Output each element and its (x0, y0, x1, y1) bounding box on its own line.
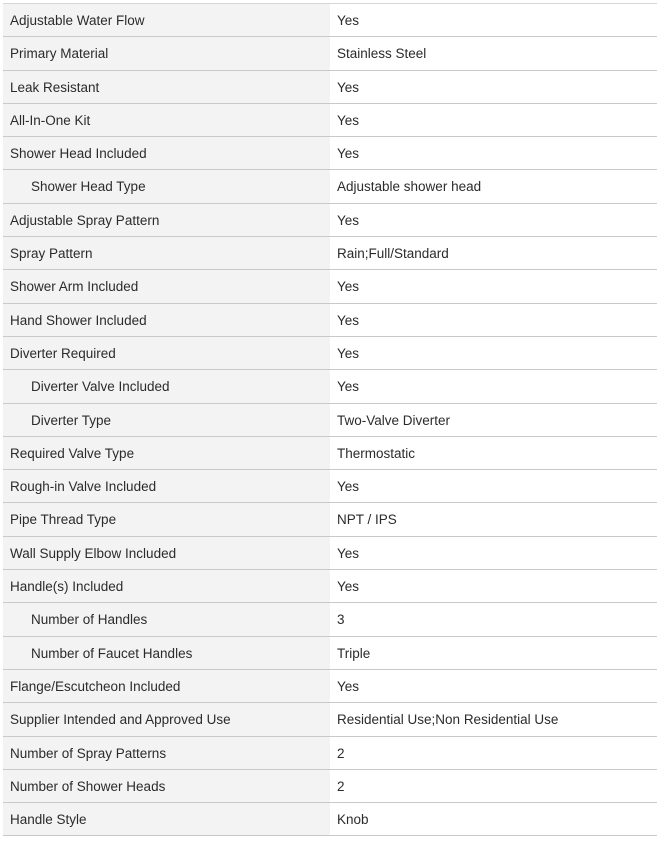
spec-value: 2 (330, 770, 657, 802)
spec-row (3, 803, 657, 836)
spec-label: Shower Arm Included (3, 270, 330, 302)
spec-label: All-In-One Kit (3, 104, 330, 136)
spec-row (3, 237, 657, 270)
spec-row (3, 637, 657, 670)
spec-value: 3 (330, 603, 657, 635)
spec-label: Diverter Valve Included (3, 370, 330, 402)
spec-value: Yes (330, 337, 657, 369)
specifications-table (3, 3, 657, 836)
spec-value: Yes (330, 4, 657, 36)
spec-row (3, 503, 657, 536)
spec-value: Yes (330, 104, 657, 136)
spec-row (3, 603, 657, 636)
spec-row (3, 4, 657, 37)
spec-label: Adjustable Spray Pattern (3, 204, 330, 236)
spec-row (3, 770, 657, 803)
spec-row (3, 737, 657, 770)
spec-value: Yes (330, 204, 657, 236)
spec-row (3, 337, 657, 370)
spec-value: Yes (330, 370, 657, 402)
spec-row (3, 170, 657, 203)
spec-value: Yes (330, 570, 657, 602)
spec-label: Number of Handles (3, 603, 330, 635)
spec-row (3, 537, 657, 570)
spec-value: Rain;Full/Standard (330, 237, 657, 269)
spec-row (3, 437, 657, 470)
spec-label: Handle(s) Included (3, 570, 330, 602)
spec-label: Hand Shower Included (3, 304, 330, 336)
spec-row (3, 71, 657, 104)
spec-label: Wall Supply Elbow Included (3, 537, 330, 569)
spec-value: NPT / IPS (330, 503, 657, 535)
spec-row (3, 404, 657, 437)
spec-row (3, 570, 657, 603)
spec-label: Number of Shower Heads (3, 770, 330, 802)
spec-label: Number of Spray Patterns (3, 737, 330, 769)
spec-label: Diverter Required (3, 337, 330, 369)
spec-label: Leak Resistant (3, 71, 330, 103)
spec-row (3, 670, 657, 703)
spec-row (3, 37, 657, 70)
spec-label: Shower Head Included (3, 137, 330, 169)
spec-value: Knob (330, 803, 657, 835)
spec-row (3, 104, 657, 137)
spec-row (3, 703, 657, 736)
spec-row (3, 370, 657, 403)
spec-value: Yes (330, 470, 657, 502)
spec-value: Thermostatic (330, 437, 657, 469)
spec-label: Adjustable Water Flow (3, 4, 330, 36)
spec-value: Yes (330, 304, 657, 336)
spec-label: Required Valve Type (3, 437, 330, 469)
spec-value: Adjustable shower head (330, 170, 657, 202)
spec-value: Yes (330, 137, 657, 169)
spec-label: Diverter Type (3, 404, 330, 436)
spec-row (3, 304, 657, 337)
spec-label: Supplier Intended and Approved Use (3, 703, 330, 735)
spec-value: Yes (330, 71, 657, 103)
spec-row (3, 470, 657, 503)
spec-label: Rough-in Valve Included (3, 470, 330, 502)
spec-label: Shower Head Type (3, 170, 330, 202)
spec-label: Pipe Thread Type (3, 503, 330, 535)
spec-value: Yes (330, 670, 657, 702)
spec-value: 2 (330, 737, 657, 769)
spec-label: Spray Pattern (3, 237, 330, 269)
spec-value: Stainless Steel (330, 37, 657, 69)
spec-value: Two-Valve Diverter (330, 404, 657, 436)
spec-label: Flange/Escutcheon Included (3, 670, 330, 702)
spec-label: Primary Material (3, 37, 330, 69)
spec-row (3, 137, 657, 170)
spec-label: Number of Faucet Handles (3, 637, 330, 669)
spec-row (3, 204, 657, 237)
spec-label: Handle Style (3, 803, 330, 835)
spec-value: Yes (330, 270, 657, 302)
spec-row (3, 270, 657, 303)
spec-value: Yes (330, 537, 657, 569)
spec-value: Residential Use;Non Residential Use (330, 703, 657, 735)
spec-value: Triple (330, 637, 657, 669)
